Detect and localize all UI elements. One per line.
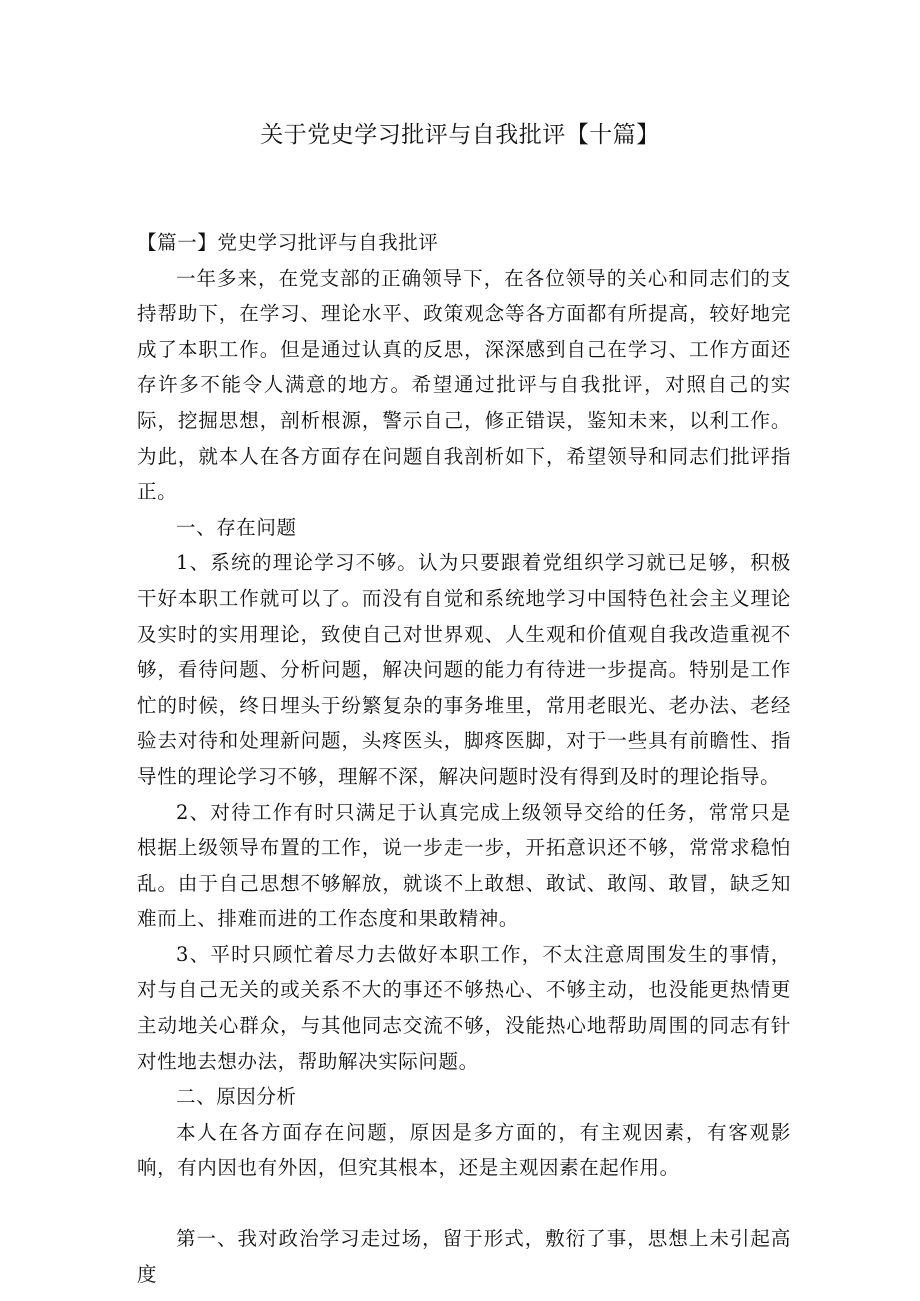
document-title: 关于党史学习批评与自我批评【十篇】 <box>260 122 660 148</box>
paragraph-analysis: 本人在各方面存在问题，原因是多方面的，有主观因素，有客观影响，有内因也有外因，但究其根本，还是主观因素在起作用。 <box>137 1120 791 1180</box>
paragraph-problem-3: 3、平时只顾忙着尽力去做好本职工作，不太注意周围发生的事情，对与自己无关的或关系不大的事还不够热心、不够主动，也没能更热情更主动地关心群众，与其他同志交流不够，没能热心地帮助周围的同志有针对性地去想办法，帮助解决实际问题。 <box>137 942 791 1073</box>
subheading-analysis: 二、原因分析 <box>176 1085 297 1109</box>
subheading-problems: 一、存在问题 <box>176 515 297 539</box>
document-body <box>137 225 791 1292</box>
section-heading: 【篇一】党史学习批评与自我批评 <box>137 231 439 254</box>
paragraph-first-reason: 第一、我对政治学习走过场，留于形式，敷衍了事，思想上未引起高度 <box>137 1227 791 1286</box>
paragraph-intro: 一年多来，在党支部的正确领导下，在各位领导的关心和同志们的支持帮助下，在学习、理论水平、政策观念等各方面都有所提高，较好地完成了本职工作。但是通过认真的反思，深深感到自己在学习、工作方面还存许多不能令人满意的地方。希望通过批评与自我批评，对照自己的实际，挖掘思想，剖析根源，警示自己，修正错误，鉴知未来，以利工作。为此，就本人在各方面存在问题自我剖析如下，希望领导和同志们批评指正。 <box>137 266 791 504</box>
paragraph-problem-2: 2、对待工作有时只满足于认真完成上级领导交给的任务，常常只是根据上级领导布置的工作，说一步走一步，开拓意识还不够，常常求稳怕乱。由于自己思想不够解放，就谈不上敢想、敢试、敢闯、敢冒，缺乏知难而上、排难而进的工作态度和果敢精神。 <box>137 800 791 931</box>
paragraph-problem-1: 1、系统的理论学习不够。认为只要跟着党组织学习就已足够，积极干好本职工作就可以了。而没有自觉和系统地学习中国特色社会主义理论及实时的实用理论，致使自己对世界观、人生观和价值观自我改造重视不够，看待问题、分析问题，解决问题的能力有待进一步提高。特别是工作忙的时候，终日埋头于纷繁复杂的事务堆里，常用老眼光、老办法、老经验去对待和处理新问题，头疼医头，脚疼医脚，对于一些具有前瞻性、指导性的理论学习不够，理解不深，解决问题时没有得到及时的理论指导。 <box>137 551 791 788</box>
